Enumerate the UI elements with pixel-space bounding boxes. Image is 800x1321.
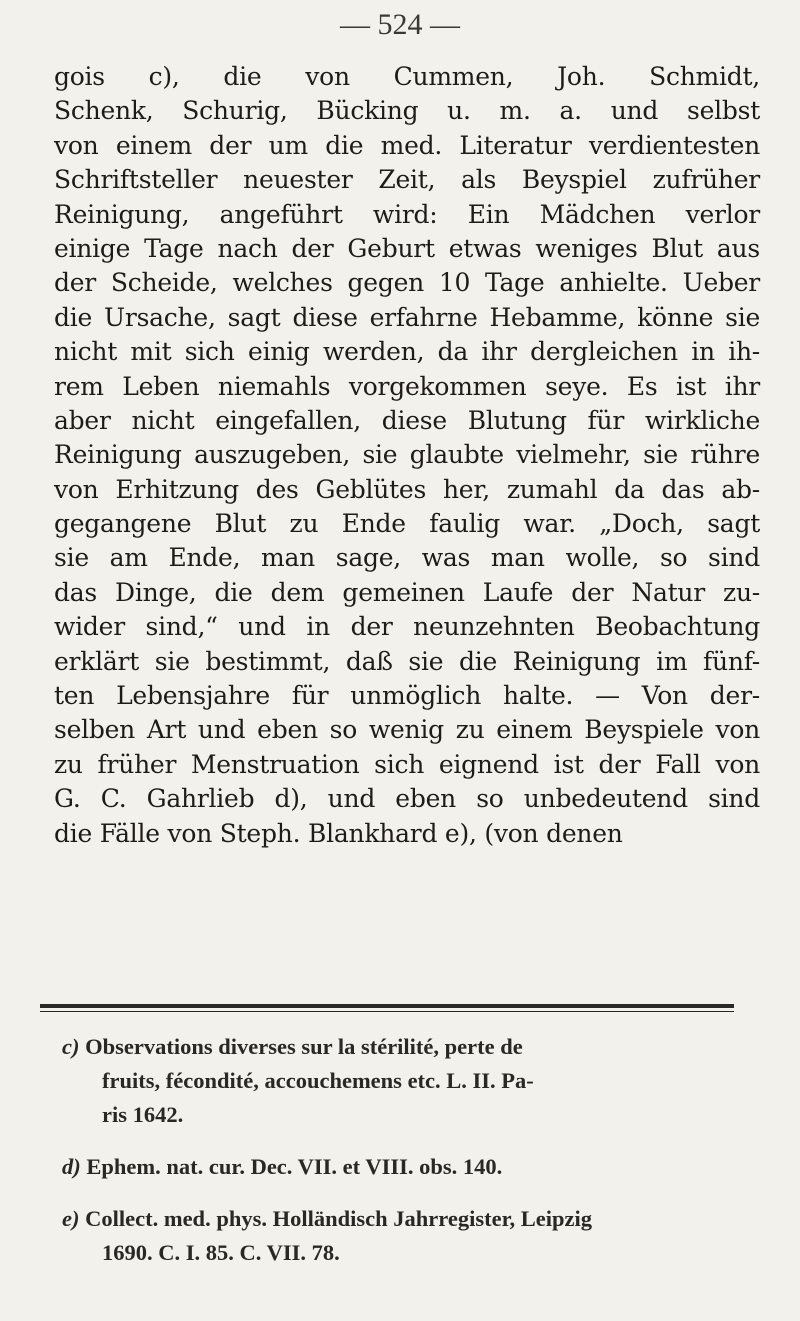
footnote-d	[62, 1150, 752, 1184]
footnote-rule-thin	[40, 1011, 734, 1012]
text-line: gegangene Blut zu Ende faulig war. „Doch, sagt	[54, 509, 760, 539]
text-line: zu früher Menstruation sich eignend ist der Fall von	[54, 749, 760, 779]
text-line: gois c), die von Cummen, Joh. Schmidt,	[54, 62, 760, 91]
text-line: erklärt sie bestimmt, daß sie die Reinigung im fünf-	[54, 646, 760, 676]
footnote-text: 1690. C. I. 85. C. VII. 78.	[102, 1240, 340, 1265]
text-line: Schriftsteller neuester Zeit, als Beyspiel zufrüher	[54, 165, 760, 195]
text-line: von Erhitzung des Geblütes her, zumahl da das ab-	[54, 474, 760, 504]
page-number: — 524 —	[340, 8, 460, 41]
text-line: G. C. Gahrlieb d), und eben so unbedeutend sind	[54, 784, 760, 814]
footnote-text: Collect. med. phys. Holländisch Jahrregister, Leipzig	[85, 1206, 592, 1231]
text-line: Schenk, Schurig, Bücking u. m. a. und selbst	[54, 96, 760, 126]
footnote-rule	[40, 1004, 734, 1008]
text-line: einige Tage nach der Geburt etwas weniges Blut aus	[54, 233, 760, 263]
text-line: rem Leben niemahls vorgekommen seye. Es ist ihr	[54, 371, 760, 401]
footnote-text: Observations diverses sur la stérilité, perte de	[85, 1034, 523, 1059]
footnote-marker: c)	[62, 1034, 80, 1059]
text-line: Reinigung auszugeben, sie glaubte vielmehr, sie rühre	[54, 440, 760, 470]
text-line: das Dinge, die dem gemeinen Laufe der Natur zu-	[54, 577, 760, 607]
footnote-c	[62, 1030, 752, 1132]
footnotes	[62, 1030, 752, 1270]
text-line: selben Art und eben so wenig zu einem Beyspiele von	[54, 715, 760, 745]
text-line: aber nicht eingefallen, diese Blutung für wirkliche	[54, 405, 760, 435]
footnote-text: fruits, fécondité, accouchemens etc. L. II. Pa-	[102, 1068, 534, 1093]
text-line: sie am Ende, man sage, was man wolle, so sind	[54, 543, 760, 573]
body-text	[54, 60, 760, 851]
text-line: von einem der um die med. Literatur verdientesten	[54, 130, 760, 160]
text-line: die Fälle von Steph. Blankhard e), (von denen	[54, 818, 623, 848]
footnote-text: Ephem. nat. cur. Dec. VII. et VIII. obs. 140.	[86, 1154, 503, 1179]
text-line: ten Lebensjahre für unmöglich halte. — Von der-	[54, 681, 760, 711]
footnote-marker: d)	[62, 1154, 81, 1179]
text-line: wider sind,“ und in der neunzehnten Beobachtung	[54, 612, 760, 642]
footnote-text: ris 1642.	[102, 1102, 184, 1127]
footnote-marker: e)	[62, 1206, 80, 1231]
text-line: Reinigung, angeführt wird: Ein Mädchen verlor	[54, 199, 760, 229]
text-line: der Scheide, welches gegen 10 Tage anhielte. Ueber	[54, 268, 760, 298]
footnote-e	[62, 1202, 752, 1270]
text-line: nicht mit sich einig werden, da ihr dergleichen in ih-	[54, 337, 760, 367]
text-line: die Ursache, sagt diese erfahrne Hebamme, könne sie	[54, 302, 760, 332]
